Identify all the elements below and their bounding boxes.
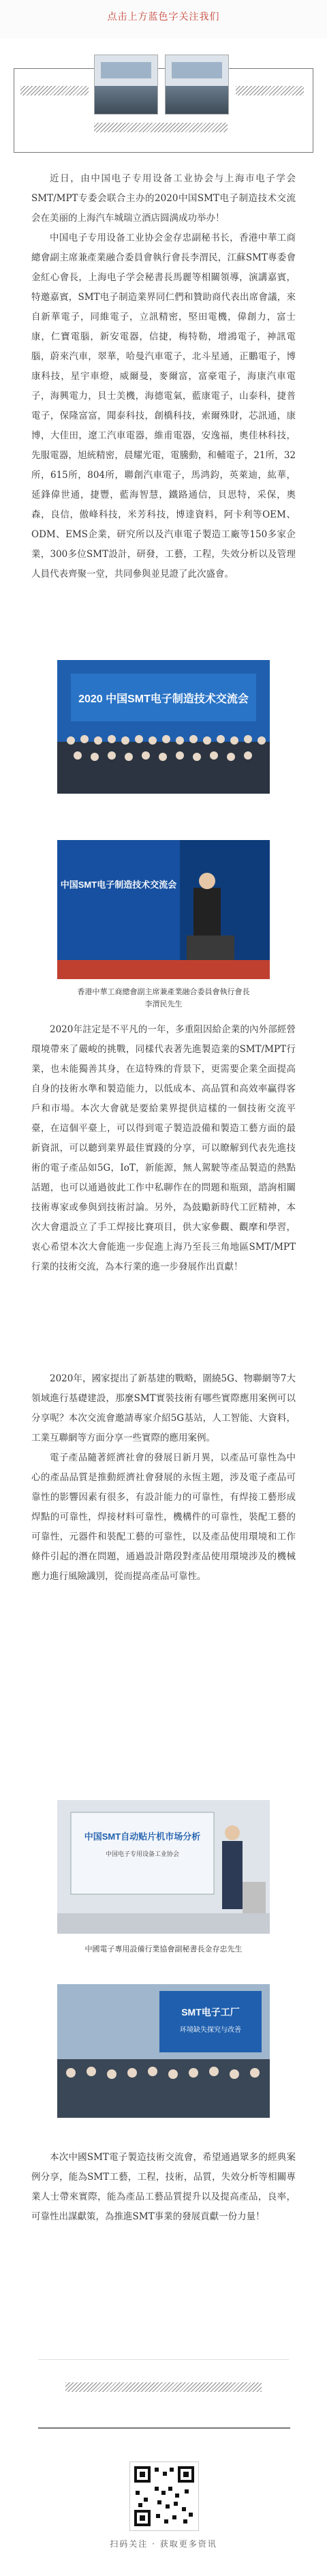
paragraph-3: 2020年註定是不平凡的一年，多重阻因給企業的內外部經營環境帶來了嚴峻的挑戰，同樣代表著先進製造業的SMT/MPT行業，也未能獨善其身，在這特殊的背景下，更需要企業全面提高自身的技術水準和製造能力，以低成本、高品質和高效率贏得客戶和市場。本次大會就是要給業界提供這樣的一個技術交流平臺，在這個平臺上，可以得到電子製造設備和製造工藝方面的最新資訊，可以聽到業界最佳實踐的分享，可以瞭解到代表先進技術的電子產品如5G，IoT，新能源，無人駕駛等產品製造的熱點話題，也可以通過彼此工作中私聊作在的問題和瓶頸，諮詢相關技術專家或參與到技術討論。另外，為鼓勵新時代工匠精神，本次大會還設立了手工焊接比賽項目，供大家參觀、觀摩和學習，衷心希望本次大會能進一步促進上海乃至長三角地區SMT/MPT行業的技術交流，為本行業的進一步發展作出貢獻！ — [31, 1024, 296, 1272]
speaker-photo-2-svg — [57, 1800, 270, 1934]
intro-text — [31, 169, 296, 584]
group-photo-svg — [57, 660, 270, 794]
photo3-screen-text: 中国SMT自动贴片机市场分析 — [84, 1831, 201, 1842]
closing-text — [31, 2148, 296, 2227]
hatch-decor-footer — [65, 2382, 262, 2392]
header-frame — [14, 55, 313, 157]
paragraph-6: 本次中國SMT電子製造技術交流會，希望通過眾多的經典案例分享，能為SMT工藝，工程，技術，品質，失效分析等相關專業人士帶來實際，能為產品工藝品質提升以及提高產品，良率，可靠性出謀獻策，為推進SMT事業的發展貢獻一份力量！ — [31, 2152, 296, 2222]
photo3-screen-sub: 中国电子专用设备工业协会 — [105, 1851, 180, 1857]
speaker-photo-1 — [57, 840, 270, 979]
photo2-caption-name: 李渭民先生 — [144, 1000, 183, 1008]
group-photo — [57, 660, 270, 794]
paragraph-2: 中国电子专用设备工业协会金存忠副秘书长，香港中華工商總會副主席兼產業融合委員會執行會長李渭民，江蘇SMT專委會金紅心會長，上海电子学会秘書長馬麗等相關領導，演講嘉賓，特邀嘉賓，SMT电子制造業界同仁們和贊助商代表出席會議，來自新華電子，同維電子，立訊精密，堅田電機，偉創力，富士康，仁寶電腦，新安電器，信捷，梅特勒，增鴻電子，神訊電腦，蔚來汽車，翠華，哈曼汽車電子，北斗星通，正鵬電子，博康科技，星宇車燈，威爾曼，麥爾富，富豪電子，海康汽車電子，海興電力，貝士美機，海德電氣，藍康電子，山泰科，捷普電子，保隆富富，聞泰科技，創橋科技，索爾殊財，芯訊通，康博，大佳田，遼工汽車電器，維甫電器，安逸福，奧佳林科技，先服電器，旭統精密，晨耀光電，電騰動，和輔電子，21所，32所，615所，804所，聯創汽車電子，馬鸿鈞，英萊迪，紘華，延鋒偉世通，捷豐，藍海智慧，鐵路通信，貝思特，采保，奧森，良信，傲峰科技，米芳科技，博達資料，阿卡利等OEM、ODM、EMS企業，研究所以及汽車電子製造工廠等150多家企業，300多位SMT設計，研發，工藝，工程，失效分析以及管理人員代表齊聚一堂，共同參與並見證了此次盛會。 — [31, 233, 296, 580]
speaker-photo-1-svg — [57, 840, 270, 979]
hatch-decor-right — [236, 86, 304, 95]
qr-code[interactable] — [129, 2461, 199, 2531]
photo1-banner-text: 2020 中国SMT电子制造技术交流会 — [78, 693, 249, 705]
photo3-caption: 中國電子專用設備行業協會副秘書長金存忠先生 — [84, 1945, 243, 1953]
body-text-1 — [31, 1020, 296, 1277]
follow-banner[interactable] — [0, 0, 327, 38]
hatch-decor-left — [20, 86, 89, 95]
photo4-sub-text: 环境缺失探究与改善 — [180, 2026, 241, 2034]
photo2-banner-text: 中国SMT电子制造技术交流会 — [60, 880, 177, 890]
paragraph-5: 電子產品隨著經濟社會的發展日新月異，以產品可靠性為中心的產品品質是推動經濟社會發展的永恆主題，涉及電子產品可靠性的影響因素有很多，有設計能力的可靠性，有焊接工藝形成焊點的可靠性，焊接材料可靠性，機構件的可靠性，裝配工藝的可靠性，元器件和裝配工藝的可靠性，以及產品使用環境和工作條件引起的潛在問題，通過設計階段對產品使用環境涉及的機械應力進行風險識別，從而提高產品可靠性。 — [31, 1452, 296, 1582]
divider — [38, 2359, 289, 2360]
frame-border — [14, 68, 313, 153]
header-thumb-2 — [165, 55, 229, 115]
photo2-caption: 香港中華工商總會副主席兼產業融合委員會執行會長 — [77, 987, 250, 996]
paragraph-4: 2020年，國家提出了新基建的戰略，圍繞5G、物聯網等7大領域進行基礎建設，那麼SMT實裝技術有哪些實際應用案例可以分享呢？本次交流會邀請專家介紹5G基站，人工智能、大資料，工業互聯網等方面分享一些實際的應用案例。 — [31, 1373, 296, 1443]
speaker-photo-3 — [57, 1984, 270, 2118]
photo4-title-text: SMT电子工厂 — [181, 2007, 240, 2018]
footer-frame-line — [38, 2427, 290, 2429]
hatch-decor-bottom — [94, 123, 228, 132]
header-thumb-1 — [94, 55, 158, 115]
follow-banner-text: 点击上方蓝色字关注我们 — [107, 12, 220, 23]
qr-code-icon — [130, 2462, 198, 2530]
body-text-2 — [31, 1369, 296, 1587]
footer-text: 扫码关注 · 获取更多资讯 — [110, 2539, 217, 2549]
speaker-photo-3-svg — [57, 1984, 270, 2118]
speaker-photo-2 — [57, 1800, 270, 1934]
paragraph-1: 近日，由中国电子专用设备工业协会与上海市电子学会SMT/MPT专委会联合主办的2020中国SMT电子制造技术交流会在美丽的上海汽车城瑞立酒店圆满成功举办！ — [31, 173, 296, 224]
